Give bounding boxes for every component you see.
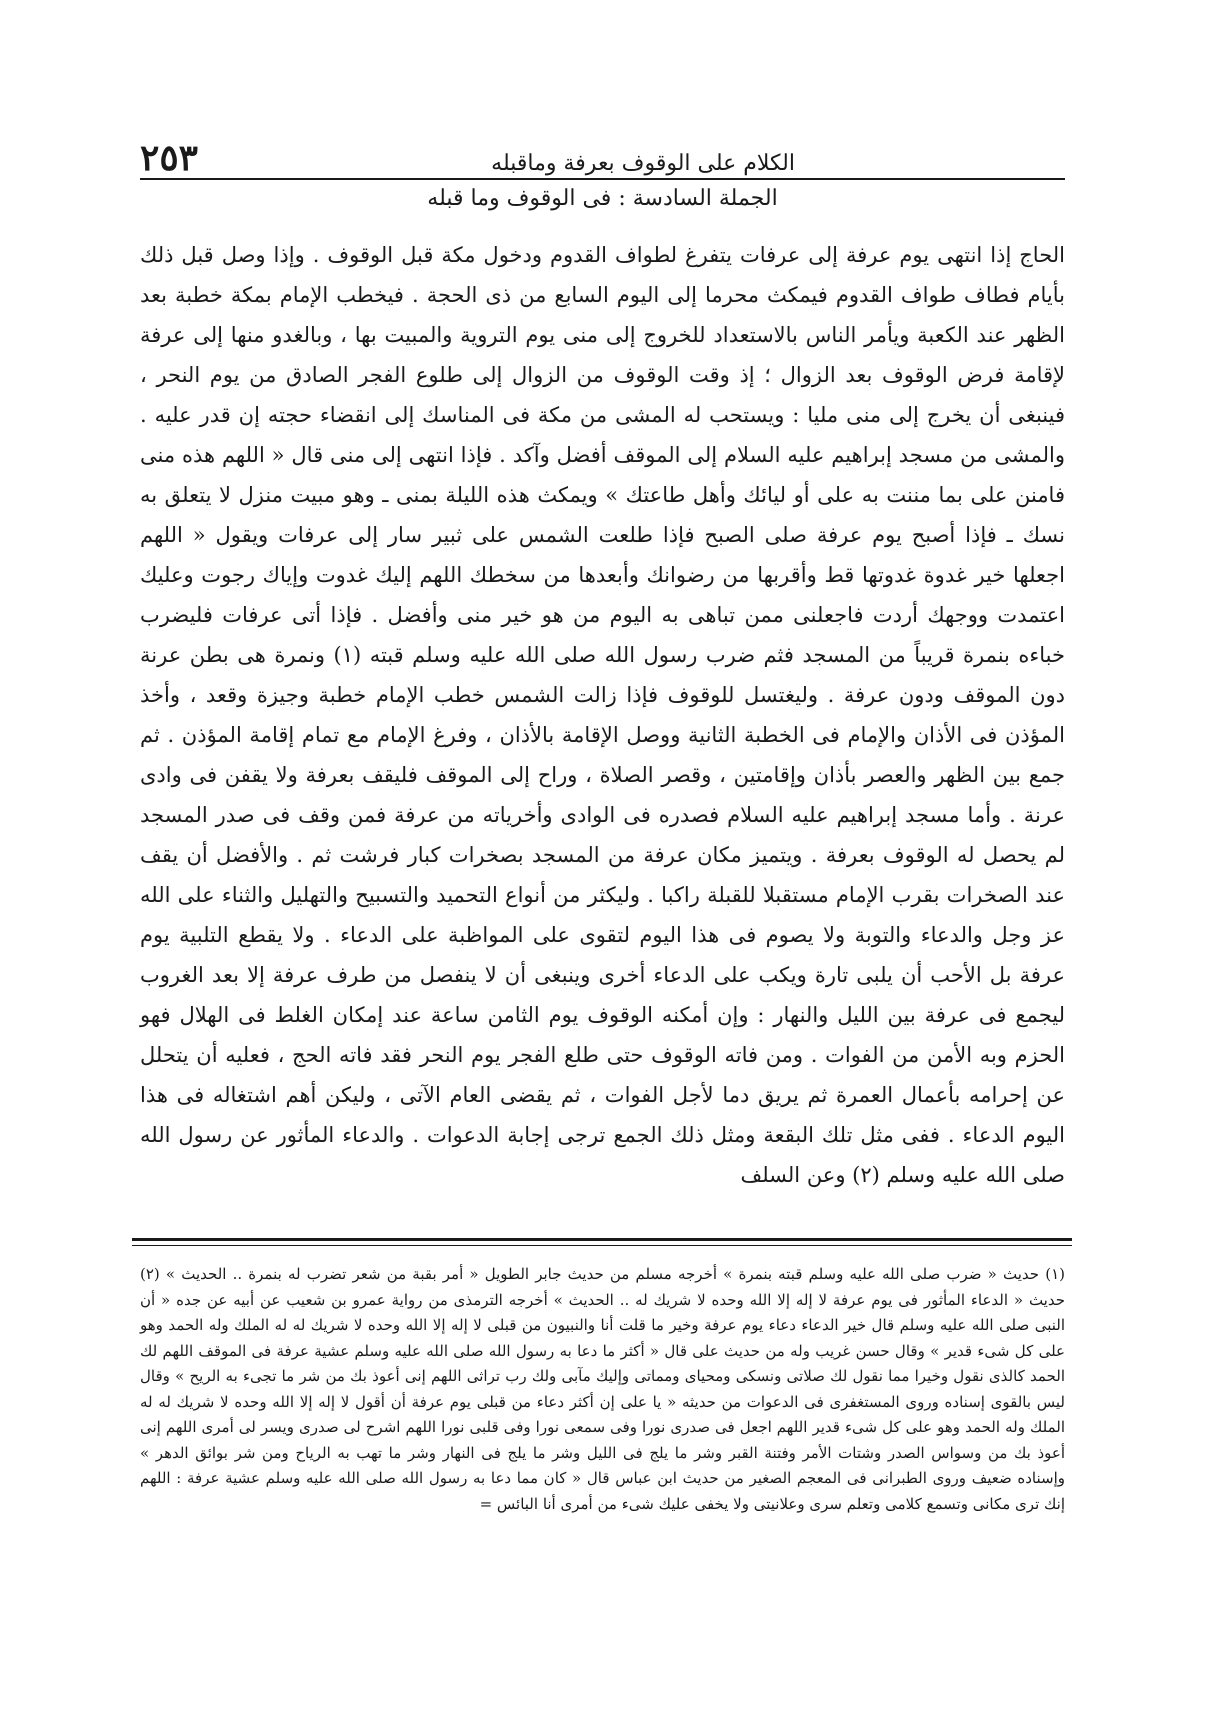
page-header xyxy=(140,128,1065,179)
main-paragraph: الحاج إذا انتهى يوم عرفة إلى عرفات يتفرغ لطواف القدوم ودخول مكة قبل الوقوف . وإذا وصل قبل ذلك بأيام فطاف طواف القدوم فيمكث محرما إلى اليوم السابع من ذى الحجة . فيخطب الإمام بمكة خطبة بعد الظهر عند الكعبة ويأمر الناس بالاستعداد للخروج إلى منى يوم التروية والمبيت بها ، وبالغدو منها إلى عرفة لإقامة فرض الوقوف بعد الزوال ؛ إذ وقت الوقوف من الزوال إلى طلوع الفجر الصادق من يوم النحر ، فينبغى أن يخرج إلى منى مليا : ويستحب له المشى من مكة فى المناسك إلى انقضاء حجته إن قدر عليه . والمشى من مسجد إبراهيم عليه السلام إلى الموقف أفضل وآكد . فإذا انتهى إلى منى قال « اللهم هذه منى فامنن على بما مننت به على أو ليائك وأهل طاعتك » ويمكث هذه الليلة بمنى ـ وهو مبيت منزل لا يتعلق به نسك ـ فإذا أصبح يوم عرفة صلى الصبح فإذا طلعت الشمس على ثبير سار إلى عرفات ويقول « اللهم اجعلها خير غدوة غدوتها قط وأقربها من رضوانك وأبعدها من سخطك اللهم إليك غدوت وإياك رجوت وعليك اعتمدت ووجهك أردت فاجعلنى ممن تباهى به اليوم من هو خير منى وأفضل . فإذا أتى عرفات فليضرب خباءه بنمرة قريباً من المسجد فثم ضرب رسول الله صلى الله عليه وسلم قبته (١) ونمرة هى بطن عرنة دون الموقف ودون عرفة . وليغتسل للوقوف فإذا زالت الشمس خطب الإمام خطبة وجيزة وقعد ، وأخذ المؤذن فى الأذان والإمام فى الخطبة الثانية ووصل الإقامة بالأذان ، وفرغ الإمام مع تمام إقامة المؤذن . ثم جمع بين الظهر والعصر بأذان وإقامتين ، وقصر الصلاة ، وراح إلى الموقف فليقف بعرفة ولا يقفن فى وادى عرنة . وأما مسجد إبراهيم عليه السلام فصدره فى الوادى وأخرياته من عرفة فمن وقف فى صدر المسجد لم يحصل له الوقوف بعرفة . ويتميز مكان عرفة من المسجد بصخرات كبار فرشت ثم . والأفضل أن يقف عند الصخرات بقرب الإمام مستقبلا للقبلة راكبا . وليكثر من أنواع التحميد والتسبيح والتهليل والثناء على الله عز وجل والدعاء والتوبة ولا يصوم فى هذا اليوم لتقوى على المواظبة على الدعاء . ولا يقطع التلبية يوم عرفة بل الأحب أن يلبى تارة ويكب على الدعاء أخرى وينبغى أن لا ينفصل من طرف عرفة إلا بعد الغروب ليجمع فى عرفة بين الليل والنهار : وإن أمكنه الوقوف يوم الثامن ساعة عند إمكان الغلط فى الهلال فهو الحزم وبه الأمن من الفوات . ومن فاته الوقوف حتى طلع الفجر يوم النحر فقد فاته الحج ، فعليه أن يتحلل عن إحرامه بأعمال العمرة ثم يريق دما لأجل الفوات ، ثم يقضى العام الآتى ، وليكن أهم اشتغاله فى هذا اليوم الدعاء . ففى مثل تلك البقعة ومثل ذلك الجمع ترجى إجابة الدعوات . والدعاء المأثور عن رسول الله صلى الله عليه وسلم (٢) وعن السلف xyxy=(140,243,1065,1187)
page-number: ٢٥٣ xyxy=(140,137,199,179)
footnote-divider-thin xyxy=(132,1245,1072,1246)
footnotes xyxy=(140,1262,1065,1642)
section-heading: الجملة السادسة : فى الوقوف وما قبله xyxy=(427,186,778,211)
footnote-text: (١) حديث « ضرب صلى الله عليه وسلم قبته بنمرة » أخرجه مسلم من حديث جابر الطويل « أمر بقبة من شعر تضرب له بنمرة .. الحديث » (٢) حديث « الدعاء المأثور فى يوم عرفة لا إله إلا الله وحده لا شريك له .. الحديث » أخرجه الترمذى من رواية عمرو بن شعيب عن أبيه عن جده « أن النبى صلى الله عليه وسلم قال خير الدعاء دعاء يوم عرفة وخير ما قلت أنا والنبيون من قبلى لا إله إلا الله وحده لا شريك له له الملك وله الحمد وهو على كل شىء قدير » وقال حسن غريب وله من حديث على قال « أكثر ما دعا به رسول الله صلى الله عليه وسلم عشية عرفة فى الموقف اللهم لك الحمد كالذى نقول وخيرا مما نقول لك صلاتى ونسكى ومحياى ومماتى وإليك مآبى ولك رب تراثى اللهم إنى أعوذ بك من شر ما تجىء به الريح » وقال ليس بالقوى إسناده وروى المستغفرى فى الدعوات من حديثه « يا على إن أكثر دعاء من قبلى يوم عرفة أن أقول لا إله إلا الله وحده لا شريك له له الملك وله الحمد وهو على كل شىء قدير اللهم اجعل فى صدرى نورا وفى سمعى نورا وفى قلبى نورا اللهم اشرح لى صدرى ويسر لى أمرى اللهم إنى أعوذ بك من وسواس الصدر وشتات الأمر وفتنة القبر وشر ما يلج فى الليل وشر ما يلج فى النهار وشر ما تهب به الرياح ومن شر بوائق الدهر » وإسناده ضعيف وروى الطبرانى فى المعجم الصغير من حديث ابن عباس قال « كان مما دعا به رسول الله صلى الله عليه وسلم عشية عرفة : اللهم إنك ترى مكانى وتسمع كلامى وتعلم سرى وعلانيتى ولا يخفى عليك شىء من أمرى أنا البائس = xyxy=(140,1265,1065,1513)
footnote-divider xyxy=(132,1238,1072,1241)
header-divider xyxy=(140,178,1065,180)
running-title: الكلام على الوقوف بعرفة وماقبله xyxy=(491,151,795,176)
main-text xyxy=(140,235,1065,1225)
